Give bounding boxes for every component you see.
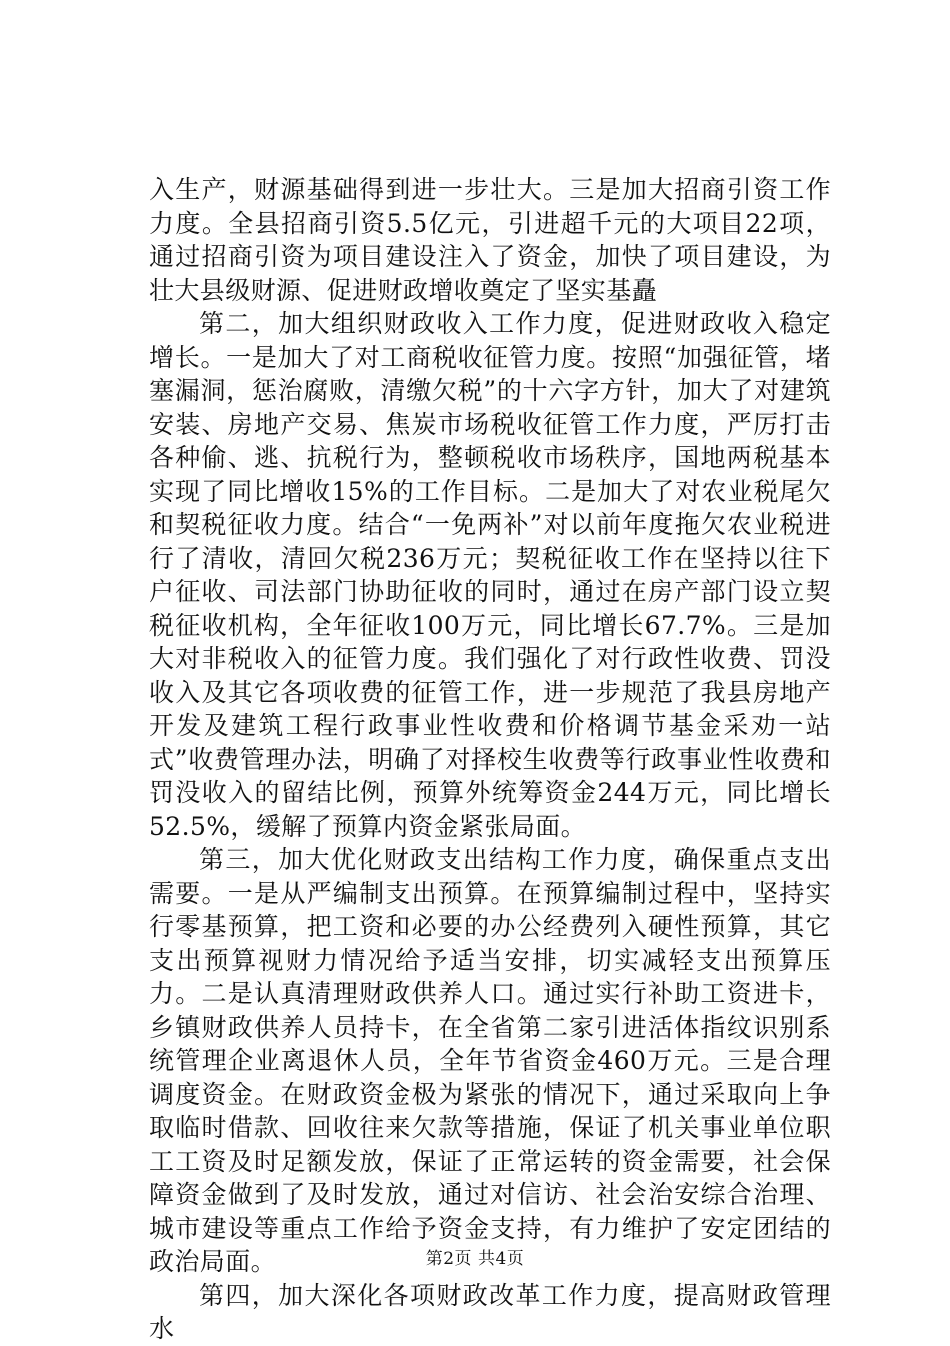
document-body — [149, 173, 831, 1346]
paragraph-continuation: 入生产，财源基础得到进一步壮大。三是加大招商引资工作力度。全县招商引资5.5亿元，引进超千元的大项目22项，通过招商引资为项目建设注入了资金，加快了项目建设，为壮大县级财源、促进财政增收奠定了坚实基矗 — [149, 175, 831, 305]
paragraph-third-expenditure: 第三，加大优化财政支出结构工作力度，确保重点支出需要。一是从严编制支出预算。在预算编制过程中，坚持实行零基预算，把工资和必要的办公经费列入硬性预算，其它支出预算视财力情况给予适当安排，切实减轻支出预算压力。二是认真清理财政供养人口。通过实行补助工资进卡，乡镇财政供养人员持卡，在全省第二家引进活体指纹识别系统管理企业离退休人员，全年节省资金460万元。三是合理调度资金。在财政资金极为紧张的情况下，通过采取向上争取临时借款、回收往来欠款等措施，保证了机关事业单位职工工资及时足额发放，保证了正常运转的资金需要，社会保障资金做到了及时发放，通过对信访、社会治安综合治理、城市建设等重点工作给予资金支持，有力维护了安定团结的政治局面。 — [149, 845, 831, 1276]
paragraph-second-revenue: 第二，加大组织财政收入工作力度，促进财政收入稳定增长。一是加大了对工商税收征管力度。按照“加强征管，堵塞漏洞，惩治腐败，清缴欠税”的十六字方针，加大了对建筑安装、房地产交易、焦炭市场税收征管工作力度，严厉打击各种偷、逃、抗税行为，整顿税收市场秩序，国地两税基本实现了同比增收15%的工作目标。二是加大了对农业税尾欠和契税征收力度。结合“一免两补”对以前年度拖欠农业税进行了清收，清回欠税236万元；契税征收工作在坚持以往下户征收、司法部门协助征收的同时，通过在房产部门设立契税征收机构，全年征收100万元，同比增长67.7%。三是加大对非税收入的征管力度。我们强化了对行政性收费、罚没收入及其它各项收费的征管工作，进一步规范了我县房地产开发及建筑工程行政事业性收费和价格调节基金采劝一站式”收费管理办法，明确了对择校生收费等行政事业性收费和罚没收入的留结比例，预算外统筹资金244万元，同比增长52.5%，缓解了预算内资金紧张局面。 — [149, 309, 831, 841]
page-number-footer: 第2页 共4页 — [425, 1249, 525, 1269]
paragraph-fourth-reform: 第四，加大深化各项财政改革工作力度，提高财政管理水 — [149, 1280, 831, 1343]
